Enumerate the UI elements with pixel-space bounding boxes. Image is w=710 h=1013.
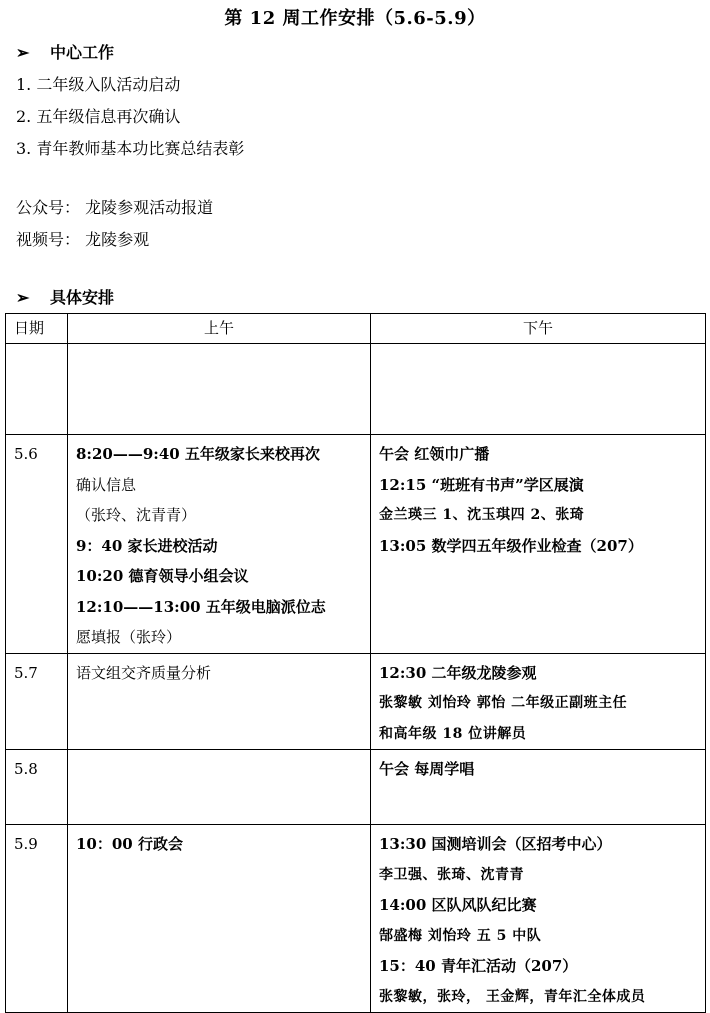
table-row	[6, 344, 706, 435]
agenda-line: 13:30 国测培训会（区招考中心）	[379, 835, 612, 853]
list-item: 1. 二年级入队活动启动	[16, 75, 181, 94]
agenda-line: 15：40 青年汇活动（207）	[379, 957, 578, 975]
afternoon-cell	[371, 435, 706, 654]
date-cell: 5.8	[6, 750, 68, 825]
section-heading: 具体安排	[50, 288, 115, 307]
agenda-line: 李卫强、张琦、沈青青	[379, 866, 524, 883]
video-account-line: 视频号： 龙陵参观	[16, 230, 150, 249]
agenda-line: 12:30 二年级龙陵参观	[379, 663, 537, 682]
table-header-row	[6, 314, 706, 344]
agenda-line: （张玲、沈青青）	[76, 506, 197, 524]
page-title: 第 12 周工作安排（5.6-5.9）	[224, 8, 486, 29]
afternoon-cell	[371, 750, 706, 825]
agenda-line: 张黎敏 刘怡玲 郭怡 二年级正副班主任	[379, 695, 628, 711]
morning-cell	[68, 653, 371, 750]
arrow-bullet-icon: ➢	[16, 43, 30, 62]
agenda-line: 12:15 “班班有书声”学区展演	[379, 475, 584, 494]
agenda-line: 14:00 区队风队纪比赛	[379, 896, 537, 914]
date-cell: 5.9	[6, 825, 68, 1013]
list-item: 3. 青年教师基本功比赛总结表彰	[16, 139, 245, 158]
agenda-line: 13:05 数学四五年级作业检查（207）	[379, 536, 643, 555]
agenda-line: 郜盛梅 刘怡玲 五 5 中队	[379, 927, 542, 944]
table-row	[6, 653, 706, 750]
arrow-bullet-icon: ➢	[16, 288, 30, 307]
official-account-line: 公众号： 龙陵参观活动报道	[16, 198, 214, 217]
date-cell: 5.7	[6, 653, 68, 750]
agenda-line: 午会 红领巾广播	[379, 445, 490, 463]
morning-cell	[68, 344, 371, 435]
afternoon-cell	[371, 825, 706, 1013]
date-cell: 5.6	[6, 435, 68, 654]
agenda-line: 金兰瑛三 1、沈玉琪四 2、张琦	[379, 507, 585, 523]
afternoon-cell	[371, 344, 706, 435]
agenda-line: 确认信息	[76, 475, 137, 494]
afternoon-cell	[371, 653, 706, 750]
agenda-line: 12:10——13:00 五年级电脑派位志	[76, 597, 326, 616]
table-row	[6, 435, 706, 654]
date-cell	[6, 344, 68, 435]
agenda-line: 愿填报（张玲）	[76, 628, 182, 646]
agenda-line: 和高年级 18 位讲解员	[379, 725, 527, 742]
agenda-line: 10：00 行政会	[76, 835, 183, 853]
agenda-line: 9：40 家长进校活动	[76, 536, 218, 555]
morning-cell	[68, 825, 371, 1013]
agenda-line: 语文组交齐质量分析	[76, 663, 212, 682]
table-row	[6, 750, 706, 825]
agenda-line: 午会 每周学唱	[379, 760, 475, 778]
section-heading: 中心工作	[50, 43, 115, 62]
section-schedule	[16, 285, 114, 308]
table-row	[6, 825, 706, 1013]
agenda-line: 10:20 德育领导小组会议	[76, 567, 249, 585]
morning-cell	[68, 435, 371, 654]
section-center-work	[16, 40, 114, 63]
column-header-morning: 上午	[68, 314, 371, 344]
list-item: 2. 五年级信息再次确认	[16, 107, 181, 126]
column-header-afternoon: 下午	[371, 314, 706, 344]
agenda-line: 8:20——9:40 五年级家长来校再次	[76, 445, 320, 463]
morning-cell	[68, 750, 371, 825]
agenda-line: 张黎敏，张玲， 王金辉，青年汇全体成员	[379, 988, 646, 1005]
schedule-table	[5, 313, 706, 1013]
column-header-date: 日期	[6, 314, 68, 344]
